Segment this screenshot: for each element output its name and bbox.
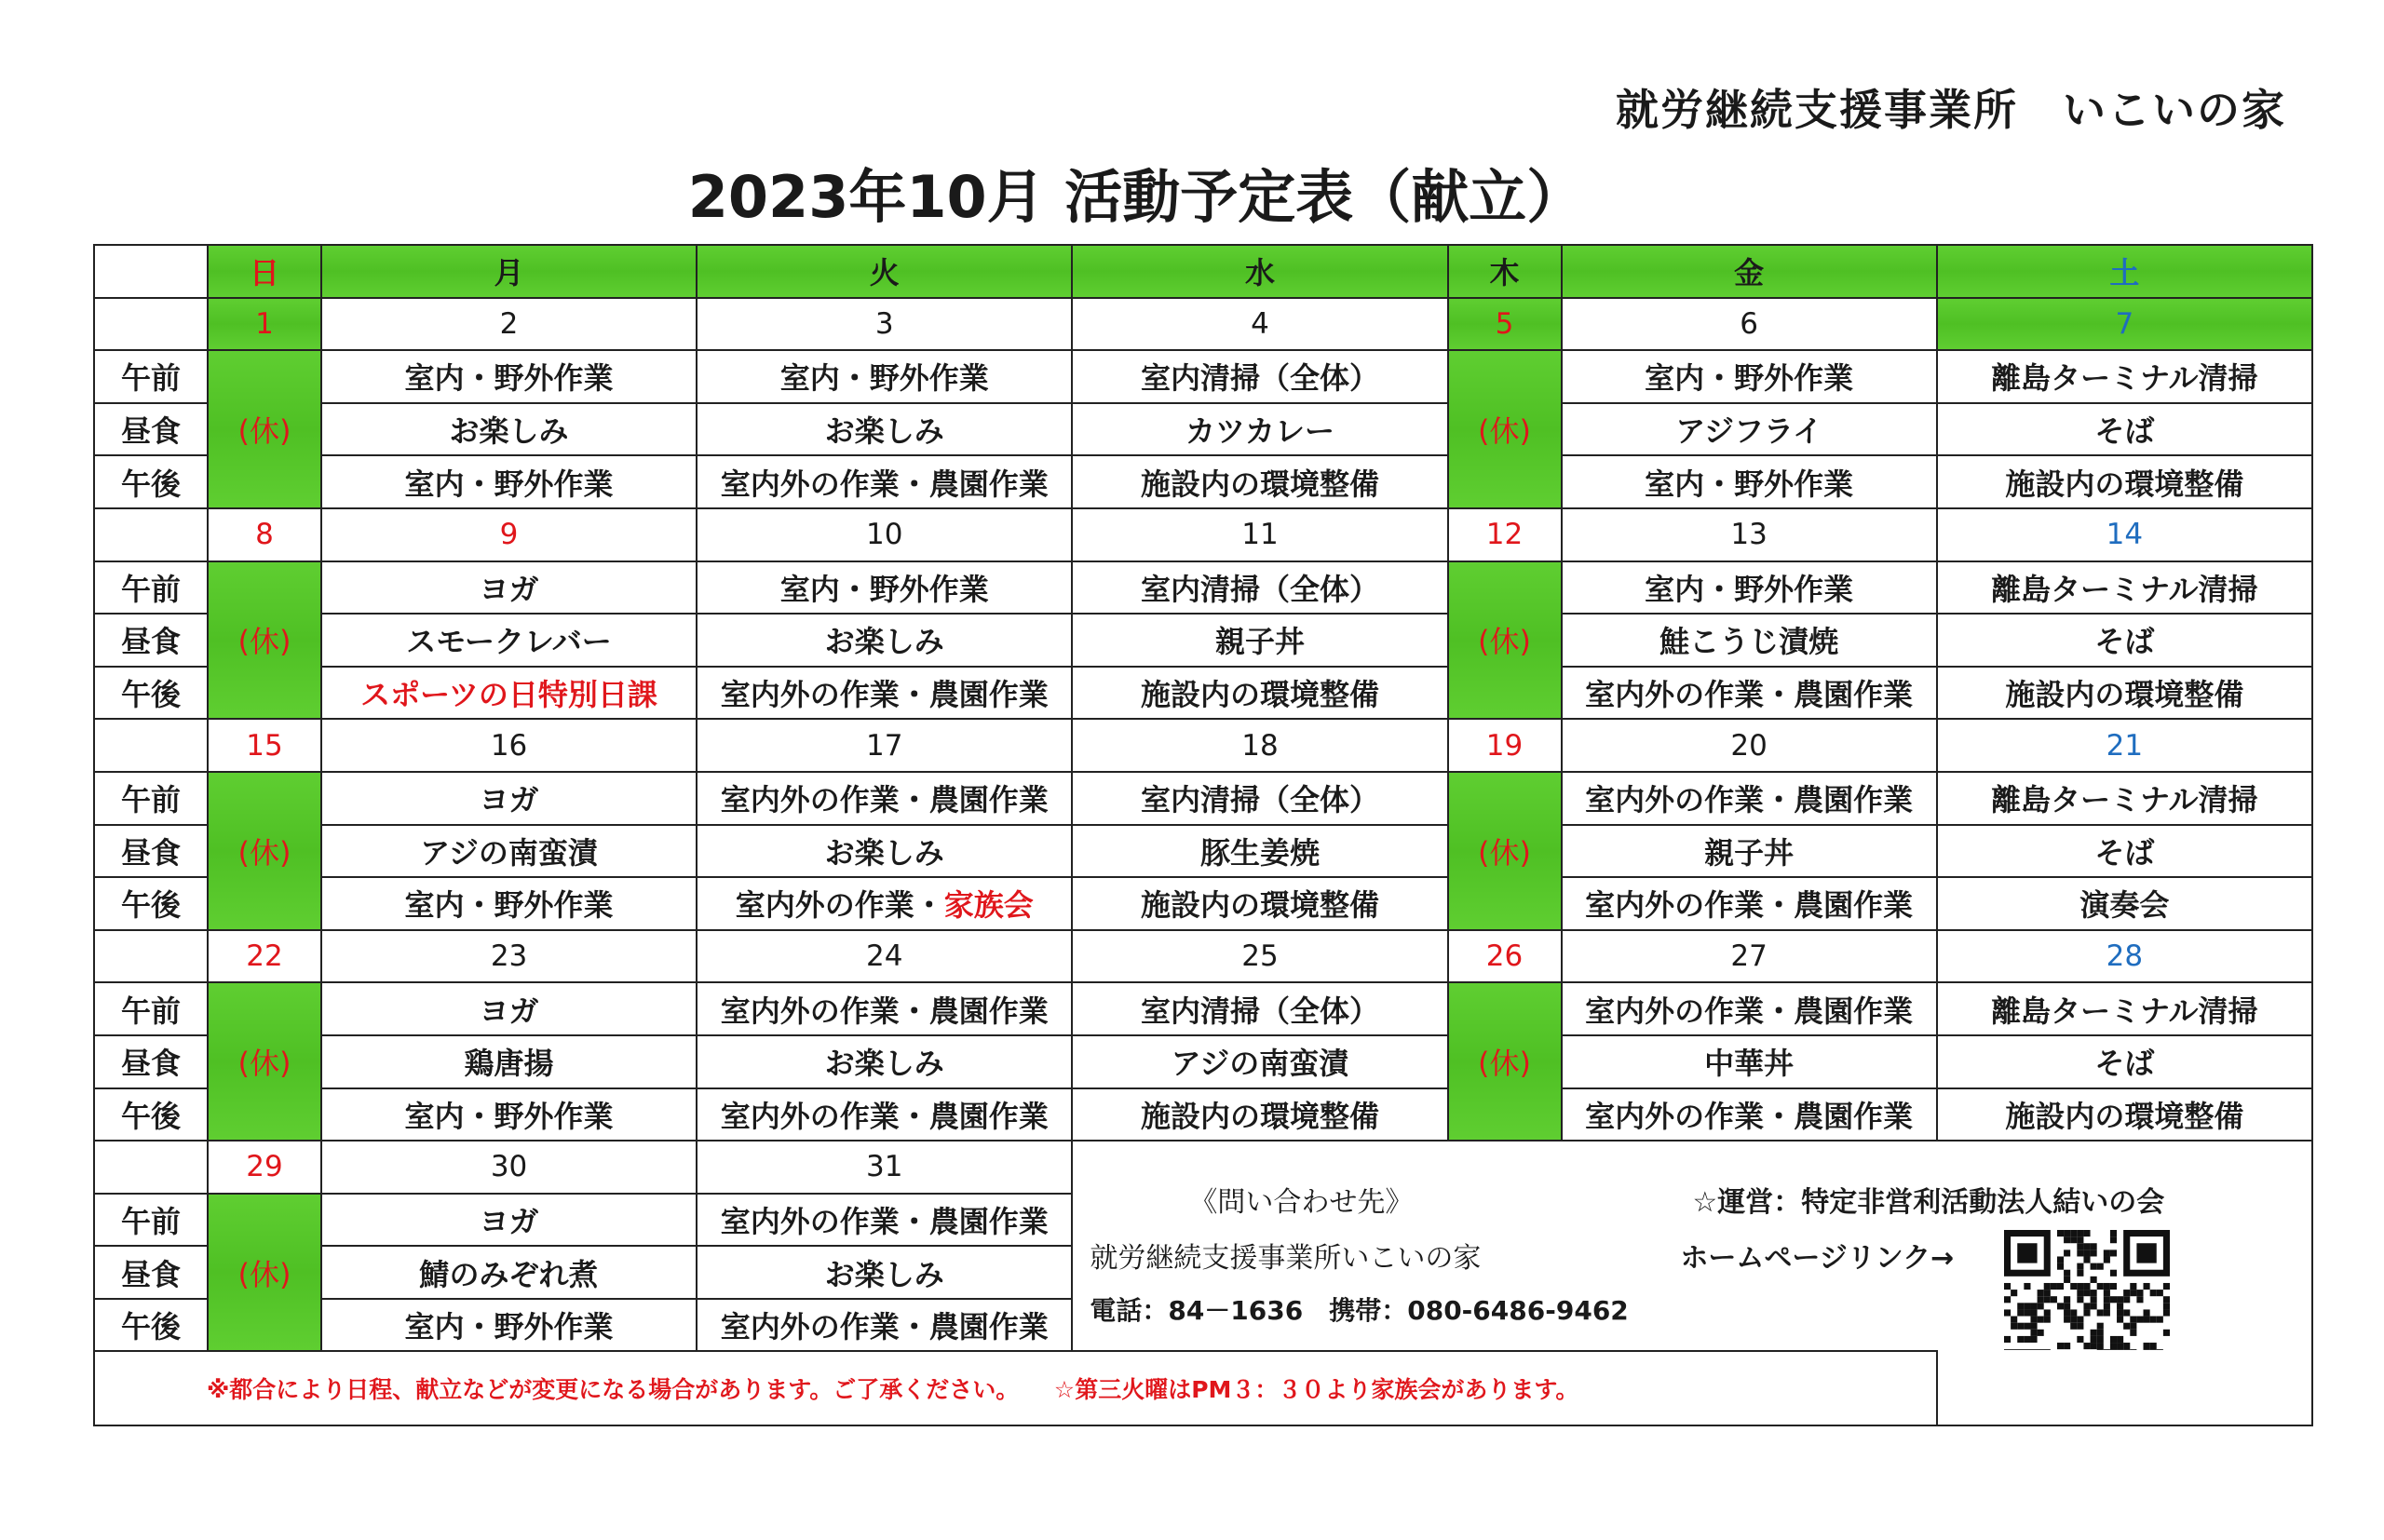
activity-cell: 室内外の作業・農園作業 bbox=[1562, 667, 1937, 720]
activity-cell: 室内外の作業・農園作業 bbox=[1562, 982, 1937, 1035]
activity-cell: お楽しみ bbox=[697, 614, 1072, 667]
contact-name: 就労継続支援事業所いこいの家 bbox=[1090, 1242, 1482, 1276]
row-label-cell: 午前 bbox=[94, 1194, 208, 1247]
date-row bbox=[94, 719, 2312, 772]
activity-row bbox=[94, 1035, 2312, 1088]
date-row-blank bbox=[94, 508, 208, 561]
activity-cell: ヨガ bbox=[321, 1194, 697, 1247]
activity-cell: 室内外の作業・家族会 bbox=[697, 877, 1072, 930]
date-cell: 24 bbox=[697, 930, 1072, 983]
header-blank-cell bbox=[94, 245, 208, 298]
homepage-link[interactable]: ホームページリンク→ bbox=[1680, 1242, 1955, 1276]
row-label-cell: 昼食 bbox=[94, 825, 208, 878]
rest-day-cell: (休) bbox=[1448, 561, 1562, 720]
date-cell: 16 bbox=[321, 719, 697, 772]
activity-cell: カツカレー bbox=[1072, 403, 1447, 456]
operator-text: ☆運営：特定非営利活動法人結いの会 bbox=[1692, 1186, 2165, 1220]
date-cell: 19 bbox=[1448, 719, 1562, 772]
date-row-blank bbox=[94, 719, 208, 772]
activity-cell: 室内外の作業・農園作業 bbox=[697, 982, 1072, 1035]
weekday-cell: 金 bbox=[1562, 245, 1937, 298]
activity-row bbox=[94, 982, 2312, 1035]
row-label-cell: 午後 bbox=[94, 455, 208, 508]
activity-row bbox=[94, 350, 2312, 403]
date-row bbox=[94, 930, 2312, 983]
date-cell: 25 bbox=[1072, 930, 1447, 983]
activity-cell: 室内・野外作業 bbox=[321, 455, 697, 508]
row-label-cell: 午後 bbox=[94, 667, 208, 720]
date-cell: 8 bbox=[208, 508, 321, 561]
activity-cell: お楽しみ bbox=[697, 1246, 1072, 1299]
rest-day-cell: (休) bbox=[1448, 982, 1562, 1141]
row-label-cell: 午前 bbox=[94, 350, 208, 403]
weekday-cell: 水 bbox=[1072, 245, 1447, 298]
weekday-cell: 土 bbox=[1937, 245, 2312, 298]
activity-cell: 室内・野外作業 bbox=[1562, 455, 1937, 508]
activity-cell: そば bbox=[1937, 403, 2312, 456]
date-cell: 13 bbox=[1562, 508, 1937, 561]
activity-row bbox=[94, 561, 2312, 615]
row-label-cell: 午前 bbox=[94, 561, 208, 615]
date-row bbox=[94, 508, 2312, 561]
date-cell: 10 bbox=[697, 508, 1072, 561]
date-cell: 18 bbox=[1072, 719, 1447, 772]
row-label-cell: 昼食 bbox=[94, 1246, 208, 1299]
date-cell: 2 bbox=[321, 298, 697, 351]
row-label-cell: 午後 bbox=[94, 1088, 208, 1141]
date-cell: 11 bbox=[1072, 508, 1447, 561]
row-label-cell: 午後 bbox=[94, 1299, 208, 1352]
date-cell: 15 bbox=[208, 719, 321, 772]
date-cell: 3 bbox=[697, 298, 1072, 351]
date-cell: 5 bbox=[1448, 298, 1562, 351]
activity-cell: 施設内の環境整備 bbox=[1072, 667, 1447, 720]
row-label-cell: 午後 bbox=[94, 877, 208, 930]
contact-phone: 電話：84－1636 携帯：080-6486-9462 bbox=[1090, 1295, 1629, 1327]
rest-day-cell: (休) bbox=[1448, 772, 1562, 930]
activity-cell: 室内清掃（全体） bbox=[1072, 561, 1447, 615]
row-label-cell: 昼食 bbox=[94, 614, 208, 667]
contact-info-panel bbox=[1072, 1141, 2312, 1351]
activity-cell: お楽しみ bbox=[697, 403, 1072, 456]
activity-cell: 室内・野外作業 bbox=[697, 561, 1072, 615]
activity-cell: そば bbox=[1937, 1035, 2312, 1088]
activity-row bbox=[94, 614, 2312, 667]
activity-cell: 室内外の作業・農園作業 bbox=[697, 1194, 1072, 1247]
activity-row bbox=[94, 772, 2312, 825]
date-row bbox=[94, 1141, 2312, 1194]
activity-cell: アジの南蛮漬 bbox=[321, 825, 697, 878]
activity-row bbox=[94, 403, 2312, 456]
row-label-cell: 午前 bbox=[94, 982, 208, 1035]
date-row bbox=[94, 298, 2312, 351]
activity-row bbox=[94, 825, 2312, 878]
date-cell: 26 bbox=[1448, 930, 1562, 983]
activity-cell: 室内清掃（全体） bbox=[1072, 350, 1447, 403]
date-cell: 20 bbox=[1562, 719, 1937, 772]
activity-cell: 室内・野外作業 bbox=[1562, 350, 1937, 403]
date-row-blank bbox=[94, 1141, 208, 1194]
activity-cell: 室内外の作業・農園作業 bbox=[697, 772, 1072, 825]
date-cell: 9 bbox=[321, 508, 697, 561]
activity-row bbox=[94, 455, 2312, 508]
footer-row bbox=[94, 1351, 2312, 1425]
activity-cell: 室内外の作業・農園作業 bbox=[1562, 772, 1937, 825]
activity-cell: 室内外の作業・農園作業 bbox=[697, 1299, 1072, 1352]
rest-day-cell: (休) bbox=[208, 350, 321, 508]
activity-cell: スモークレバー bbox=[321, 614, 697, 667]
activity-cell: お楽しみ bbox=[697, 825, 1072, 878]
date-cell: 29 bbox=[208, 1141, 321, 1194]
activity-cell: 室内清掃（全体） bbox=[1072, 982, 1447, 1035]
activity-cell: 豚生姜焼 bbox=[1072, 825, 1447, 878]
activity-cell: 中華丼 bbox=[1562, 1035, 1937, 1088]
activity-cell: 室内外の作業・農園作業 bbox=[697, 667, 1072, 720]
organization-name: 就労継続支援事業所 いこいの家 bbox=[1616, 85, 2286, 135]
date-cell: 7 bbox=[1937, 298, 2312, 351]
weekday-cell: 木 bbox=[1448, 245, 1562, 298]
date-cell: 23 bbox=[321, 930, 697, 983]
date-cell: 1 bbox=[208, 298, 321, 351]
schedule-table bbox=[93, 244, 2313, 1426]
date-cell: 14 bbox=[1937, 508, 2312, 561]
activity-cell: 室内外の作業・農園作業 bbox=[1562, 1088, 1937, 1141]
date-cell: 21 bbox=[1937, 719, 2312, 772]
weekday-header-row bbox=[94, 245, 2312, 298]
activity-cell: 室内・野外作業 bbox=[321, 1299, 697, 1352]
activity-row bbox=[94, 877, 2312, 930]
activity-row bbox=[94, 1088, 2312, 1141]
rest-day-cell: (休) bbox=[1448, 350, 1562, 508]
weekday-cell: 月 bbox=[321, 245, 697, 298]
row-label-cell: 午前 bbox=[94, 772, 208, 825]
date-cell: 22 bbox=[208, 930, 321, 983]
activity-cell: 演奏会 bbox=[1937, 877, 2312, 930]
activity-cell: 施設内の環境整備 bbox=[1937, 667, 2312, 720]
activity-cell: お楽しみ bbox=[697, 1035, 1072, 1088]
qr-code-icon[interactable] bbox=[2004, 1230, 2170, 1351]
activity-cell: お楽しみ bbox=[321, 403, 697, 456]
row-label-cell: 昼食 bbox=[94, 1035, 208, 1088]
activity-cell: 鮭こうじ漬焼 bbox=[1562, 614, 1937, 667]
date-cell: 30 bbox=[321, 1141, 697, 1194]
activity-cell: 室内・野外作業 bbox=[1562, 561, 1937, 615]
activity-cell: 室内・野外作業 bbox=[321, 350, 697, 403]
activity-cell: 離島ターミナル清掃 bbox=[1937, 350, 2312, 403]
activity-cell: 室内・野外作業 bbox=[697, 350, 1072, 403]
activity-cell: 室内外の作業・農園作業 bbox=[697, 1088, 1072, 1141]
date-row-blank bbox=[94, 298, 208, 351]
activity-cell: 室内外の作業・農園作業 bbox=[697, 455, 1072, 508]
date-row-blank bbox=[94, 930, 208, 983]
weekday-cell: 日 bbox=[208, 245, 321, 298]
date-cell: 17 bbox=[697, 719, 1072, 772]
date-cell: 12 bbox=[1448, 508, 1562, 561]
activity-cell: 施設内の環境整備 bbox=[1072, 1088, 1447, 1141]
activity-cell: アジフライ bbox=[1562, 403, 1937, 456]
date-cell: 27 bbox=[1562, 930, 1937, 983]
row-label-cell: 昼食 bbox=[94, 403, 208, 456]
activity-cell: 施設内の環境整備 bbox=[1072, 455, 1447, 508]
activity-cell: 親子丼 bbox=[1562, 825, 1937, 878]
activity-cell: そば bbox=[1937, 825, 2312, 878]
rest-day-cell: (休) bbox=[208, 982, 321, 1141]
activity-cell: スポーツの日特別日課 bbox=[321, 667, 697, 720]
activity-cell: 離島ターミナル清掃 bbox=[1937, 561, 2312, 615]
date-cell: 6 bbox=[1562, 298, 1937, 351]
rest-day-cell: (休) bbox=[208, 772, 321, 930]
activity-cell: 鯖のみぞれ煮 bbox=[321, 1246, 697, 1299]
rest-day-cell: (休) bbox=[208, 561, 321, 720]
activity-cell: 室内・野外作業 bbox=[321, 1088, 697, 1141]
activity-cell: 室内外の作業・農園作業 bbox=[1562, 877, 1937, 930]
activity-cell: 施設内の環境整備 bbox=[1072, 877, 1447, 930]
family-meeting-text: 家族会 bbox=[943, 887, 1034, 924]
date-cell: 4 bbox=[1072, 298, 1447, 351]
activity-cell: ヨガ bbox=[321, 982, 697, 1035]
activity-row bbox=[94, 667, 2312, 720]
date-cell: 28 bbox=[1937, 930, 2312, 983]
activity-cell: 施設内の環境整備 bbox=[1937, 455, 2312, 508]
weekday-cell: 火 bbox=[697, 245, 1072, 298]
activity-cell: 室内清掃（全体） bbox=[1072, 772, 1447, 825]
activity-cell: 施設内の環境整備 bbox=[1937, 1088, 2312, 1141]
footer-note: ※都合により日程、献立などが変更になる場合があります。ご了承ください。 ☆第三火曜はPM３：３０より家族会があります。 bbox=[94, 1351, 1937, 1425]
page-title: 2023年10月 活動予定表（献立） bbox=[687, 163, 1585, 231]
rest-day-cell: (休) bbox=[208, 1194, 321, 1352]
activity-cell: 鶏唐揚 bbox=[321, 1035, 697, 1088]
date-cell: 31 bbox=[697, 1141, 1072, 1194]
activity-cell: そば bbox=[1937, 614, 2312, 667]
activity-cell: 室内・野外作業 bbox=[321, 877, 697, 930]
activity-cell: ヨガ bbox=[321, 772, 697, 825]
activity-cell: 親子丼 bbox=[1072, 614, 1447, 667]
activity-cell: 離島ターミナル清掃 bbox=[1937, 772, 2312, 825]
contact-heading: 《問い合わせ先》 bbox=[1189, 1186, 1414, 1220]
activity-cell: アジの南蛮漬 bbox=[1072, 1035, 1447, 1088]
activity-cell: ヨガ bbox=[321, 561, 697, 615]
activity-cell: 離島ターミナル清掃 bbox=[1937, 982, 2312, 1035]
footer-qr-space bbox=[1937, 1351, 2312, 1425]
